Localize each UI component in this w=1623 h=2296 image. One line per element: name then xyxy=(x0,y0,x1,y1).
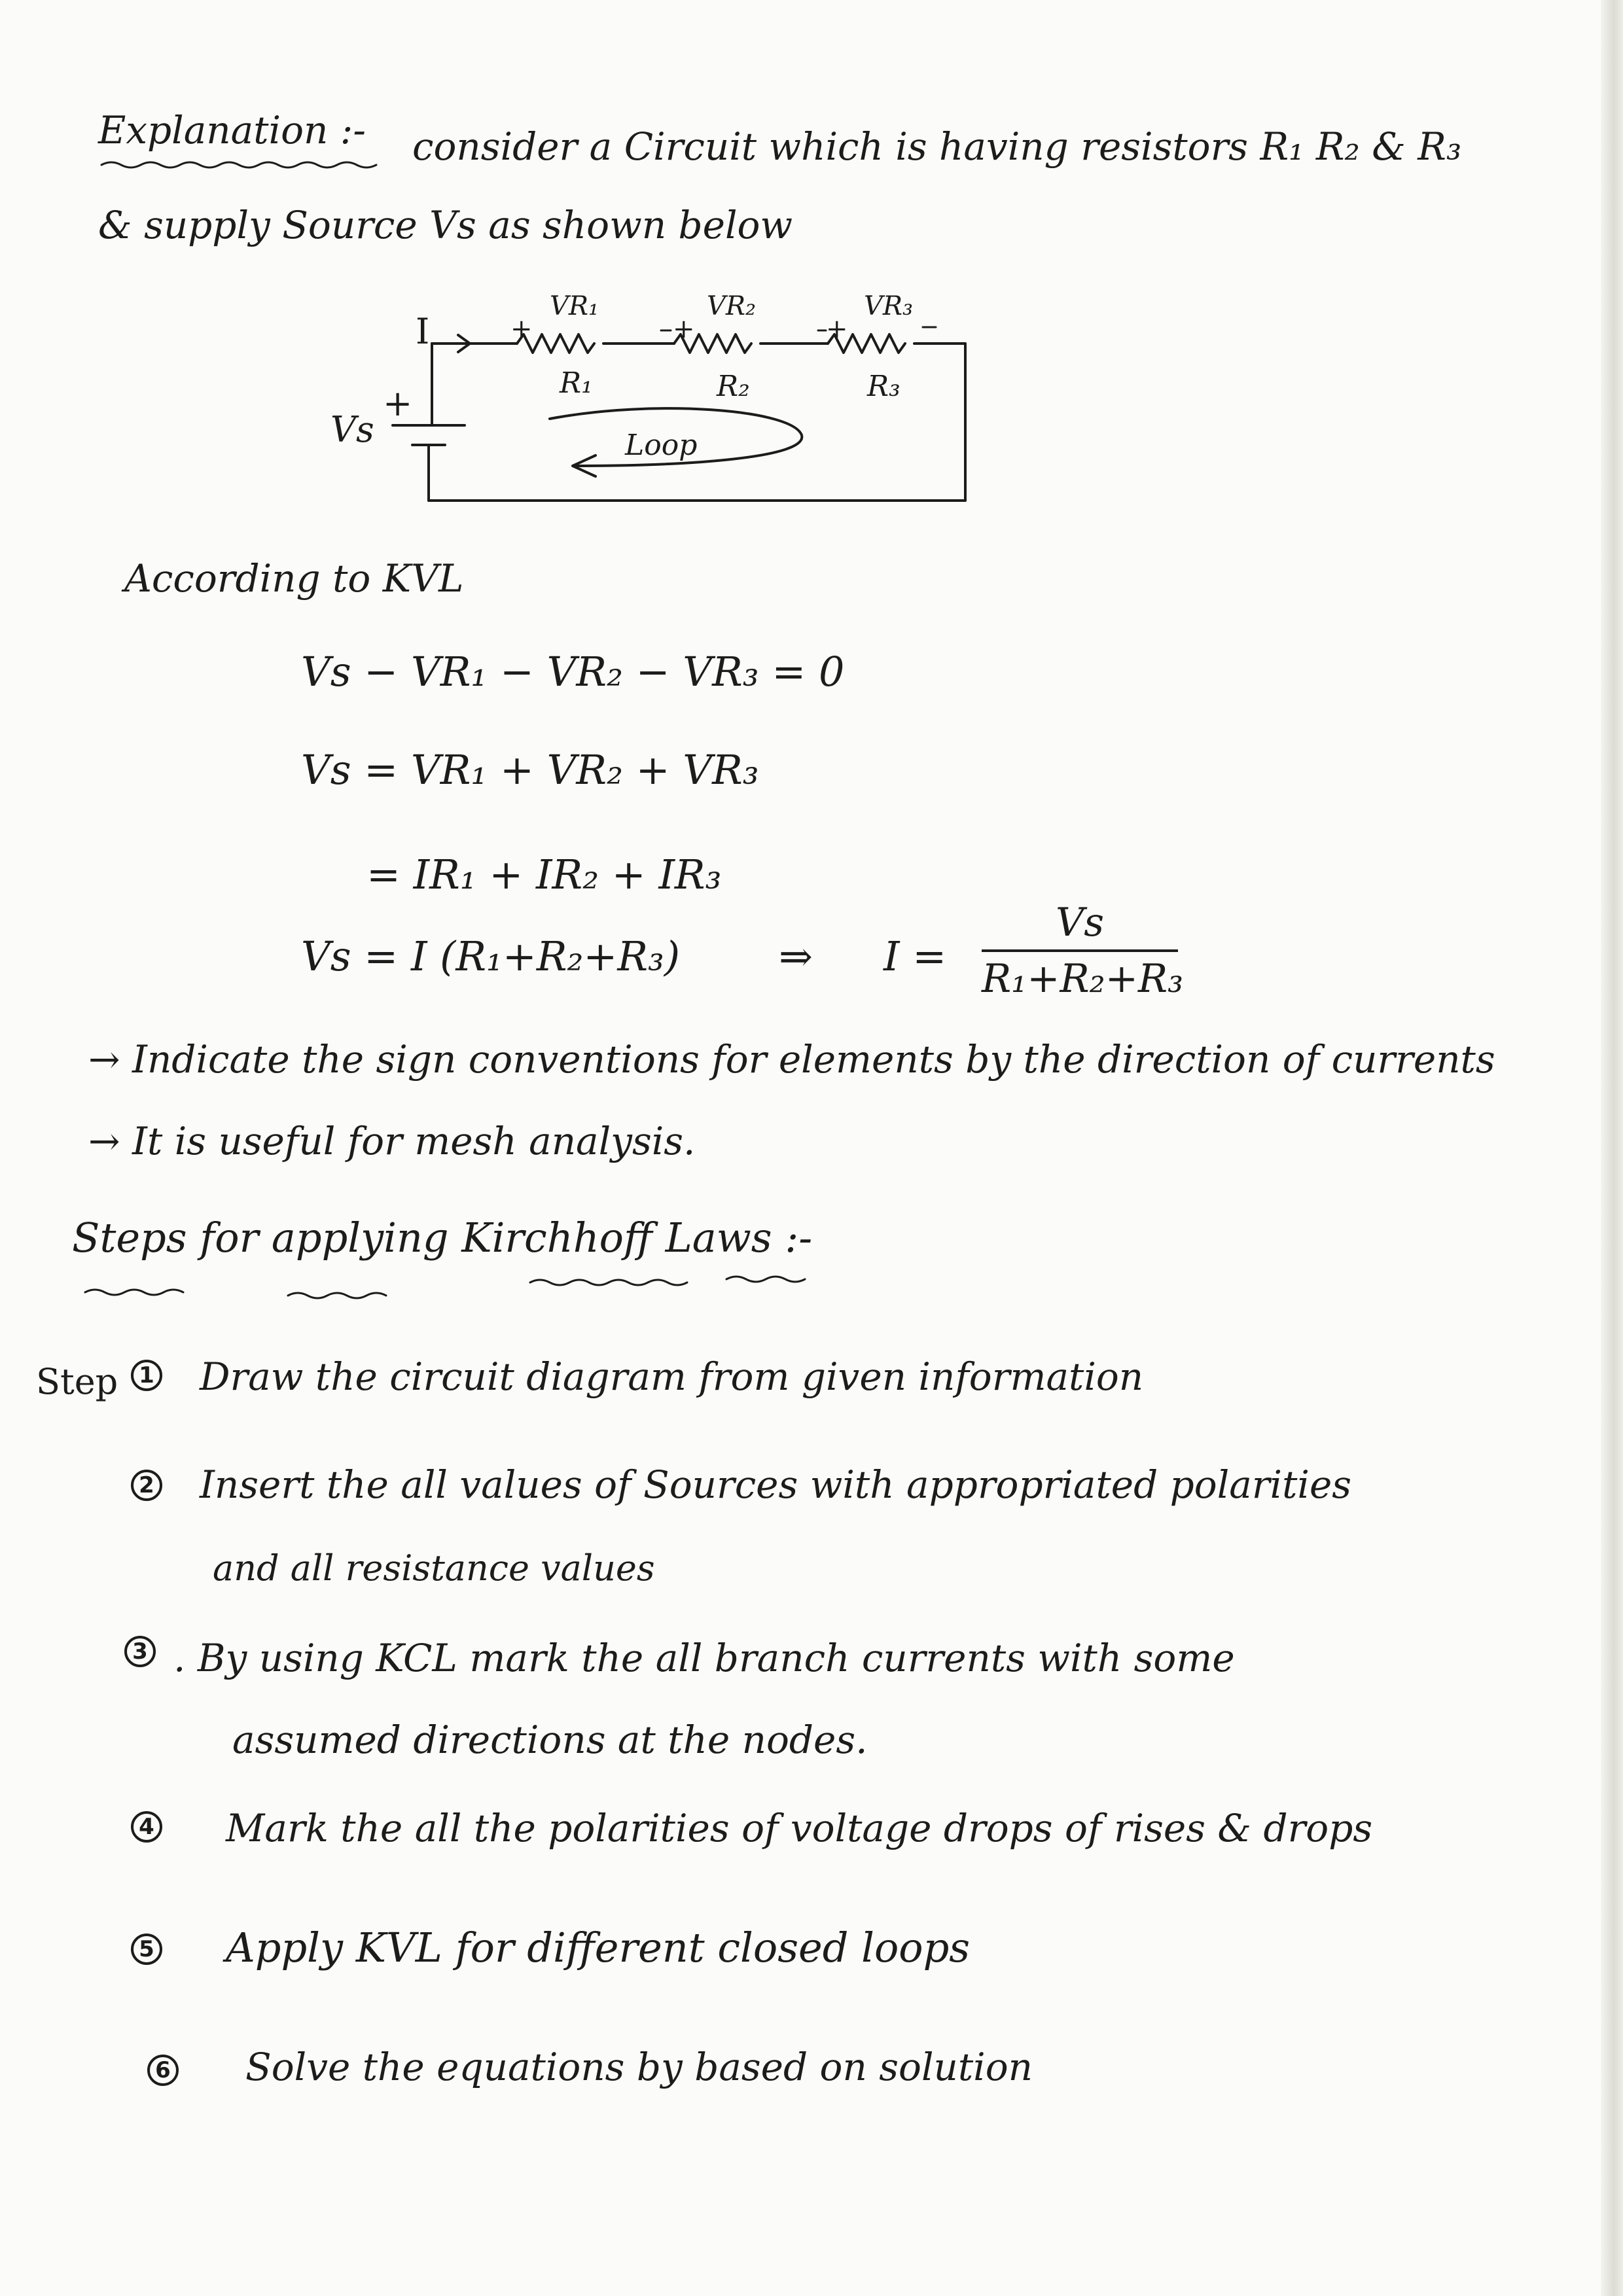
explanation-line-2: & supply Source Vs as shown below xyxy=(98,203,793,247)
current-label: I xyxy=(416,311,430,352)
step-3-number: 3 xyxy=(124,1636,156,1667)
implies-arrow: ⇒ xyxy=(779,932,813,980)
step-2-number: 2 xyxy=(131,1470,162,1501)
vr1-label: VR₁ xyxy=(550,291,599,321)
battery-plus-sign: + xyxy=(383,383,413,424)
step-1-text: Draw the circuit diagram from given information xyxy=(200,1354,1144,1399)
step-6-text: Solve the equations by based on solution xyxy=(245,2045,1033,2089)
r2-plus-sign: + xyxy=(673,314,695,344)
kvl-equation-1: Vs − VR₁ − VR₂ − VR₃ = 0 xyxy=(301,648,845,696)
loop-label: Loop xyxy=(625,429,698,462)
r1-label: R₁ xyxy=(560,366,593,400)
step-3-text-line-1: . By using KCL mark the all branch currents with some xyxy=(173,1636,1235,1680)
step-word: Step xyxy=(36,1361,118,1402)
kvl-equation-2: Vs = VR₁ + VR₂ + VR₃ xyxy=(301,746,759,794)
note-sign-conventions: → Indicate the sign conventions for elements by the direction of currents xyxy=(88,1037,1495,1082)
step-4-text: Mark the all the polarities of voltage drops of rises & drops xyxy=(226,1806,1373,1850)
explanation-heading: Explanation :- xyxy=(98,108,366,152)
r2-label: R₂ xyxy=(717,370,750,403)
vr3-label: VR₃ xyxy=(864,291,914,321)
fraction-denominator: R₁+R₂+R₃ xyxy=(982,956,1184,1002)
step-6-number: 6 xyxy=(147,2055,179,2086)
step-1-number: 1 xyxy=(131,1360,162,1391)
step-2-text-line-2: and all resistance values xyxy=(213,1547,655,1589)
vr2-label: VR₂ xyxy=(707,291,757,321)
step-5-text: Apply KVL for different closed loops xyxy=(226,1924,971,1971)
r3-label: R₃ xyxy=(867,370,901,403)
step-4-number: 4 xyxy=(131,1811,162,1843)
current-result-lhs: I = xyxy=(883,932,947,980)
kvl-equation-3: = IR₁ + IR₂ + IR₃ xyxy=(366,851,722,898)
fraction-numerator: Vs xyxy=(1055,900,1105,945)
r3-plus-sign: + xyxy=(826,314,848,344)
source-label: Vs xyxy=(330,409,374,450)
note-mesh-analysis: → It is useful for mesh analysis. xyxy=(88,1119,696,1163)
kvl-intro: According to KVL xyxy=(124,556,464,601)
explanation-line-1: consider a Circuit which is having resistors R₁ R₂ & R₃ xyxy=(412,124,1462,169)
step-2-text-line-1: Insert the all values of Sources with appropriated polarities xyxy=(200,1462,1352,1507)
steps-heading: Steps for applying Kirchhoff Laws :- xyxy=(72,1214,813,1262)
step-3-text-line-2: assumed directions at the nodes. xyxy=(232,1718,868,1762)
step-5-number: 5 xyxy=(131,1934,162,1965)
r1-plus-sign: + xyxy=(510,314,533,344)
kvl-equation-4: Vs = I (R₁+R₂+R₃) xyxy=(301,932,681,980)
